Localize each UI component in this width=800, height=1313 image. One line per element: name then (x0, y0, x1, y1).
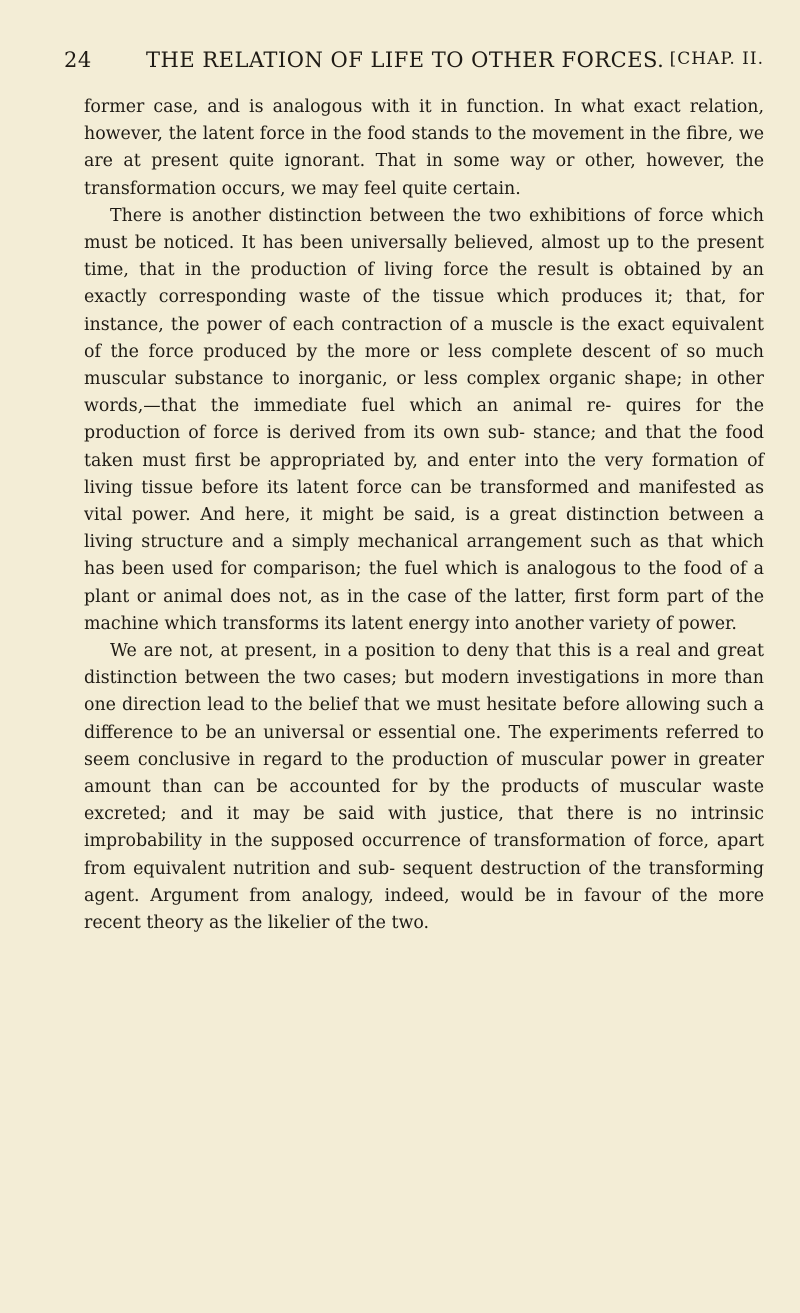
running-head (64, 48, 764, 82)
page-number: 24 (64, 48, 92, 72)
paragraph: We are not, at present, in a position to deny that this is a real and great distinction between the two cases; but modern investigations in more than one direction lead to the belief that we must hesitate before allowing such a difference to be an universal or essential one. The experiments referred to seem conclusive in regard to the production of muscular power in greater amount than can be accounted for by the products of muscular waste excreted; and it may be said with justice, that there is no intrinsic improbability in the supposed occurrence of transformation of force, apart from equivalent nutrition and sub- sequent destruction of the transforming agent. Argument from analogy, indeed, would be in favour of the more recent theory as the likelier of the two. (84, 641, 764, 934)
paragraph: There is another distinction between the two exhibitions of force which must be noticed. It has been universally believed, almost up to the present time, that in the production of living force the result is obtained by an exactly corresponding waste of the tissue which produces it; that, for instance, the power of each contraction of a muscle is the exact equivalent of the force produced by the more or less complete descent of so much muscular substance to inorganic, or less complex organic shape; in other words,—that the immediate fuel which an animal re- quires for the production of force is derived from its own sub- stance; and that the food taken must first be appropriated by, and enter into the very formation of living tissue before its latent force can be transformed and manifested as vital power. And here, it might be said, is a great distinction between a living structure and a simply mechanical arrangement such as that which has been used for comparison; the fuel which is analogous to the food of a plant or animal does not, as in the case of the latter, first form part of the machine which transforms its latent energy into another variety of power. (84, 205, 764, 634)
chapter-reference: [CHAP. II. (669, 49, 764, 69)
paragraph-continuation: former case, and is analogous with it in function. In what exact relation, however, the latent force in the food stands to the movement in the fibre, we are at present quite ignorant. That in some way or other, however, the transformation occurs, we may feel quite certain. (84, 97, 764, 199)
body-text (84, 94, 764, 937)
running-title: THE RELATION OF LIFE TO OTHER FORCES. (146, 48, 665, 72)
